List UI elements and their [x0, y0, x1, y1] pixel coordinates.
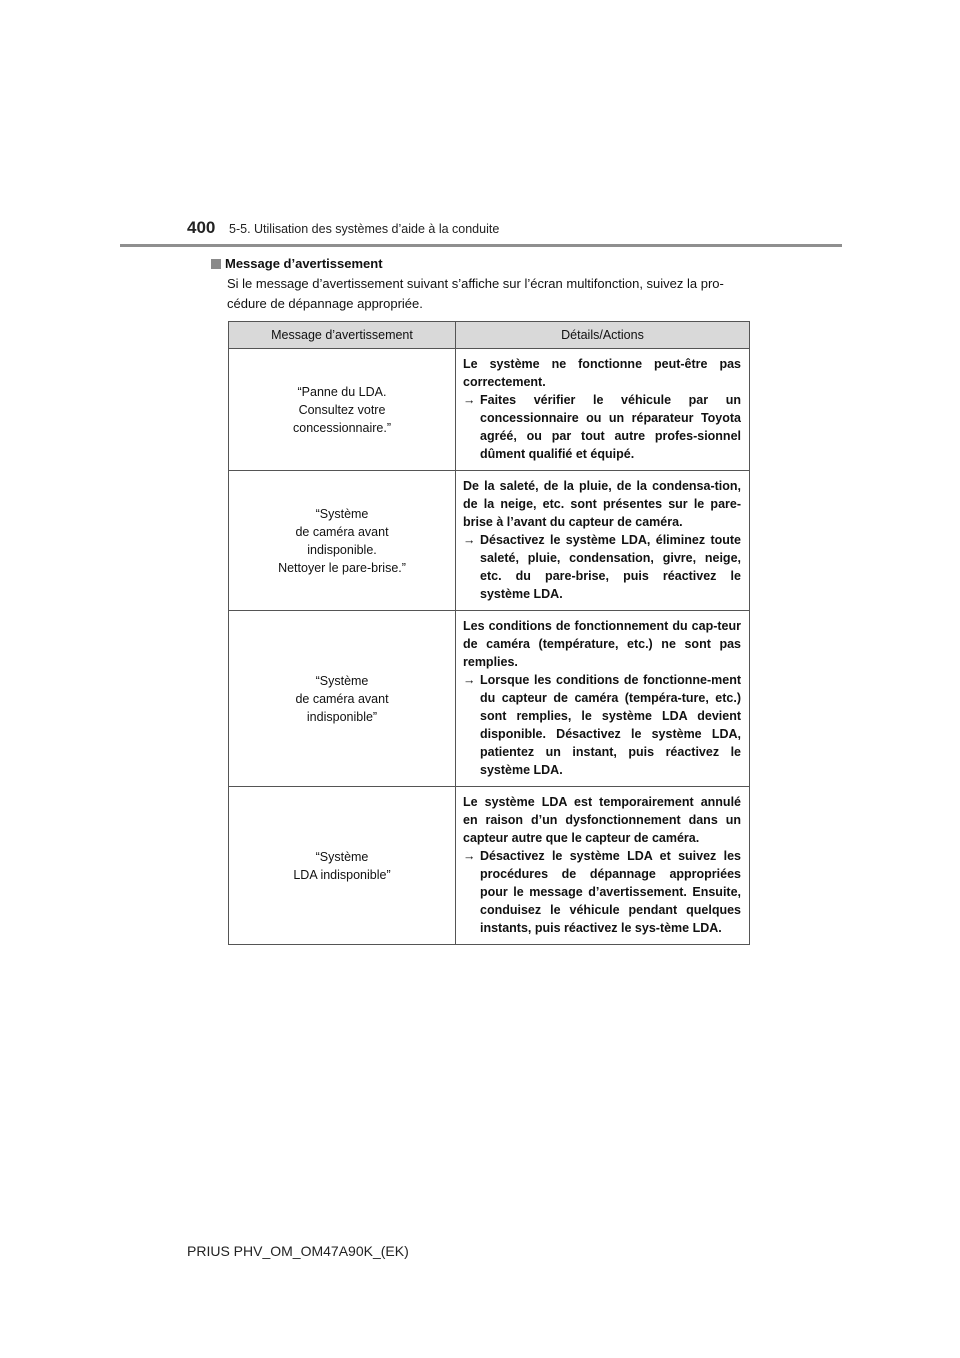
- section-title: 5-5. Utilisation des systèmes d’aide à la conduite: [229, 222, 500, 236]
- square-bullet-icon: [211, 259, 221, 269]
- warning-message: “Système de caméra avant indisponible. Nettoyer le pare-brise.”: [229, 471, 456, 611]
- right-arrow-icon: →: [463, 533, 476, 547]
- page-number: 400: [187, 218, 216, 237]
- details-cell: [456, 349, 750, 471]
- action-text: Désactivez le système LDA, éliminez toute saleté, pluie, condensation, givre, neige, etc. du pare-brise, puis réactivez le système LDA.: [480, 533, 741, 601]
- table-row: [229, 471, 750, 611]
- detail-text: Le système LDA est temporairement annulé en raison d’un dysfonctionnement dans un capteur autre que le capteur de caméra.: [463, 795, 741, 845]
- table-row: [229, 349, 750, 471]
- warning-message: “Système LDA indisponible”: [229, 787, 456, 945]
- table-row: [229, 611, 750, 787]
- warning-message: “Panne du LDA. Consultez votre concessionnaire.”: [229, 349, 456, 471]
- intro-paragraph: Si le message d’avertissement suivant s’affiche sur l’écran multifonction, suivez la pro-cédure de dépannage appropriée.: [227, 276, 724, 311]
- column-header-details: Détails/Actions: [456, 322, 750, 349]
- warning-message: “Système de caméra avant indisponible”: [229, 611, 456, 787]
- right-arrow-icon: →: [463, 849, 476, 863]
- warning-table: [228, 321, 750, 945]
- detail-text: Le système ne fonctionne peut-être pas correctement.: [463, 357, 741, 389]
- column-header-message: Message d’avertissement: [229, 322, 456, 349]
- right-arrow-icon: →: [463, 393, 476, 407]
- action-item: [463, 391, 741, 463]
- subheading-text: Message d’avertissement: [225, 256, 383, 271]
- detail-text: De la saleté, de la pluie, de la condensa-tion, de la neige, etc. sont présentes sur le pare-brise à l’avant du capteur de caméra.: [463, 479, 741, 529]
- action-item: [463, 531, 741, 603]
- details-cell: [456, 471, 750, 611]
- table-header-row: [229, 322, 750, 349]
- table-row: [229, 787, 750, 945]
- details-cell: [456, 611, 750, 787]
- detail-text: Les conditions de fonctionnement du cap-teur de caméra (température, etc.) ne sont pas remplies.: [463, 619, 741, 669]
- action-text: Lorsque les conditions de fonctionne-ment du capteur de caméra (tempéra-ture, etc.) sont remplies, le système LDA devient disponible. Désactivez le système LDA, patientez un instant, puis réactivez le système LDA.: [480, 673, 741, 777]
- header-divider: [120, 244, 842, 247]
- action-item: [463, 671, 741, 779]
- right-arrow-icon: →: [463, 673, 476, 687]
- document-code: PRIUS PHV_OM_OM47A90K_(EK): [187, 1243, 409, 1259]
- action-text: Faites vérifier le véhicule par un concessionnaire ou un réparateur Toyota agréé, ou par tout autre profes-sionnel dûment qualifié et équipé.: [480, 393, 741, 461]
- action-text: Désactivez le système LDA et suivez les procédures de dépannage appropriées pour le message d’avertissement. Ensuite, conduisez le véhicule pendant quelques instants, puis réactivez le sys-tème LDA.: [480, 849, 741, 935]
- action-item: [463, 847, 741, 937]
- subheading: [211, 256, 383, 271]
- details-cell: [456, 787, 750, 945]
